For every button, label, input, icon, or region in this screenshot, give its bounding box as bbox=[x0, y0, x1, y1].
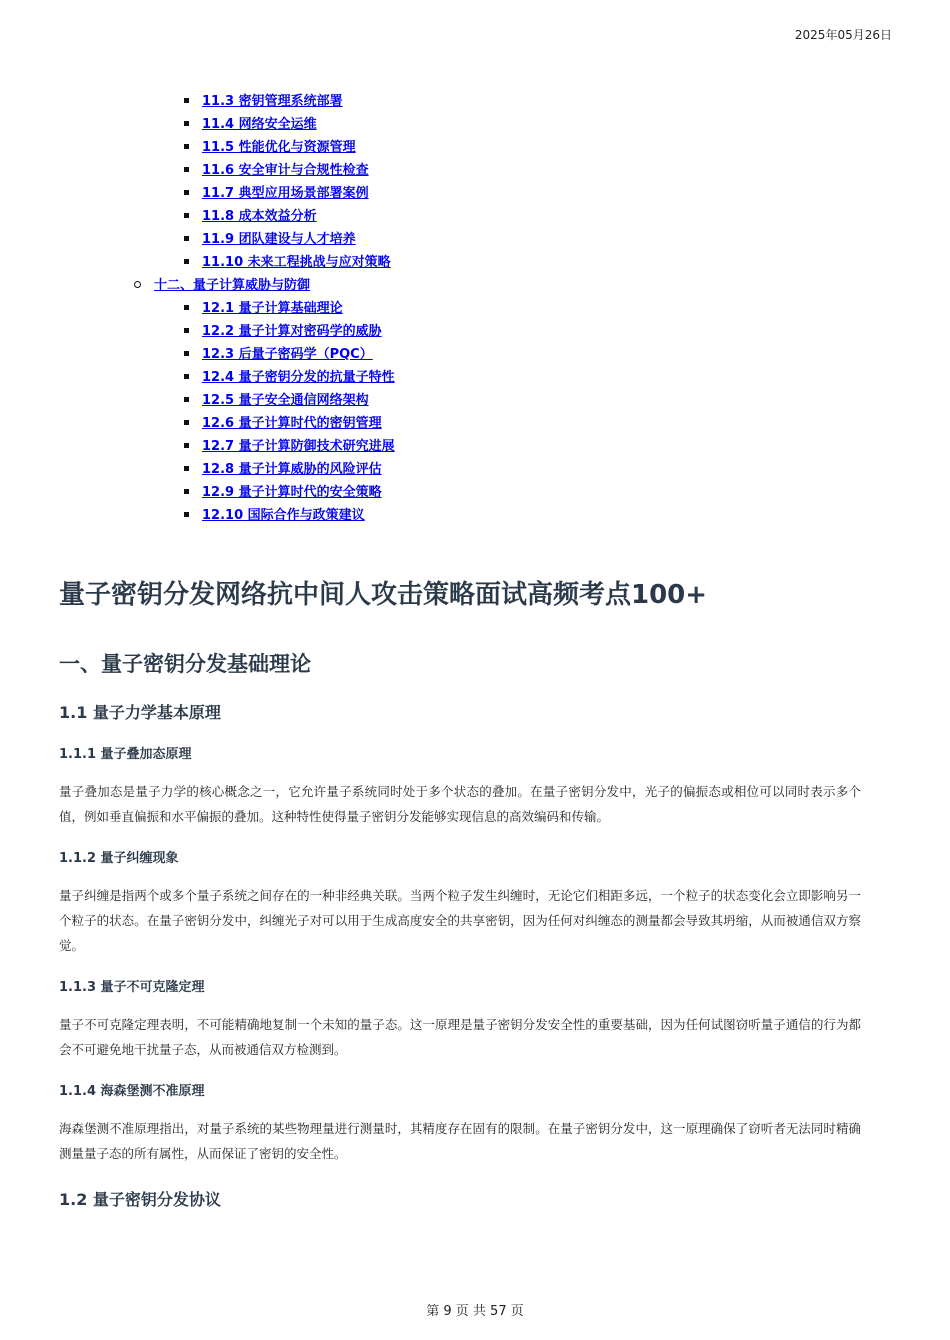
item-heading-1-1-2: 1.1.2 量子纠缠现象 bbox=[59, 851, 179, 866]
toc-item-12-10 bbox=[0, 504, 950, 527]
square-bullet-icon bbox=[184, 121, 189, 126]
toc-list bbox=[0, 90, 950, 527]
toc-item-11-5 bbox=[0, 136, 950, 159]
section-heading-1: 一、量子密钥分发基础理论 bbox=[59, 652, 311, 676]
toc-item-11-6 bbox=[0, 159, 950, 182]
toc-link-12-7[interactable]: 12.7 量子计算防御技术研究进展 bbox=[202, 439, 395, 454]
toc-item-11-3 bbox=[0, 90, 950, 113]
toc-item-12-8 bbox=[0, 458, 950, 481]
toc-item-chapter-12 bbox=[0, 274, 950, 297]
square-bullet-icon bbox=[184, 259, 189, 264]
square-bullet-icon bbox=[184, 443, 189, 448]
toc-item-11-9 bbox=[0, 228, 950, 251]
square-bullet-icon bbox=[184, 144, 189, 149]
circle-bullet-icon bbox=[134, 281, 141, 288]
item-heading-1-1-4: 1.1.4 海森堡测不准原理 bbox=[59, 1084, 205, 1099]
toc-link-chapter-12[interactable]: 十二、量子计算威胁与防御 bbox=[154, 278, 311, 293]
square-bullet-icon bbox=[184, 236, 189, 241]
toc-link-12-5[interactable]: 12.5 量子安全通信网络架构 bbox=[202, 393, 369, 408]
toc-link-12-10[interactable]: 12.10 国际合作与政策建议 bbox=[202, 508, 365, 523]
toc-item-12-1 bbox=[0, 297, 950, 320]
toc-link-11-9[interactable]: 11.9 团队建设与人才培养 bbox=[202, 232, 356, 247]
square-bullet-icon bbox=[184, 167, 189, 172]
square-bullet-icon bbox=[184, 466, 189, 471]
toc-link-12-1[interactable]: 12.1 量子计算基础理论 bbox=[202, 301, 343, 316]
square-bullet-icon bbox=[184, 420, 189, 425]
square-bullet-icon bbox=[184, 305, 189, 310]
toc-item-11-8 bbox=[0, 205, 950, 228]
document-title: 量子密钥分发网络抗中间人攻击策略面试高频考点100+ bbox=[59, 580, 708, 610]
table-of-contents bbox=[0, 90, 950, 527]
toc-link-11-5[interactable]: 11.5 性能优化与资源管理 bbox=[202, 140, 356, 155]
paragraph-1-1-1: 量子叠加态是量子力学的核心概念之一，它允许量子系统同时处于多个状态的叠加。在量子密钥分发中，光子的偏振态或相位可以同时表示多个值，例如垂直偏振和水平偏振的叠加。这种特性使得量子密钥分发能够实现信息的高效编码和传输。 bbox=[59, 784, 861, 824]
toc-link-12-4[interactable]: 12.4 量子密钥分发的抗量子特性 bbox=[202, 370, 395, 385]
toc-item-11-7 bbox=[0, 182, 950, 205]
header-date: 2025年05月26日 bbox=[794, 28, 892, 42]
toc-link-11-10[interactable]: 11.10 未来工程挑战与应对策略 bbox=[202, 255, 391, 270]
square-bullet-icon bbox=[184, 213, 189, 218]
item-heading-1-1-1: 1.1.1 量子叠加态原理 bbox=[59, 747, 192, 762]
toc-link-11-8[interactable]: 11.8 成本效益分析 bbox=[202, 209, 317, 224]
toc-link-12-6[interactable]: 12.6 量子计算时代的密钥管理 bbox=[202, 416, 382, 431]
square-bullet-icon bbox=[184, 512, 189, 517]
toc-item-12-9 bbox=[0, 481, 950, 504]
square-bullet-icon bbox=[184, 351, 189, 356]
subsection-heading-1-1: 1.1 量子力学基本原理 bbox=[59, 703, 221, 722]
toc-link-11-3[interactable]: 11.3 密钥管理系统部署 bbox=[202, 94, 343, 109]
paragraph-1-1-2: 量子纠缠是指两个或多个量子系统之间存在的一种非经典关联。当两个粒子发生纠缠时，无论它们相距多远，一个粒子的状态变化会立即影响另一个粒子的状态。在量子密钥分发中，纠缠光子对可以用于生成高度安全的共享密钥，因为任何对纠缠态的测量都会导致其坍缩，从而被通信双方察觉。 bbox=[59, 888, 861, 953]
toc-link-12-8[interactable]: 12.8 量子计算威胁的风险评估 bbox=[202, 462, 382, 477]
toc-item-12-5 bbox=[0, 389, 950, 412]
toc-link-12-3[interactable]: 12.3 后量子密码学（PQC） bbox=[202, 347, 373, 362]
square-bullet-icon bbox=[184, 98, 189, 103]
toc-link-12-2[interactable]: 12.2 量子计算对密码学的威胁 bbox=[202, 324, 382, 339]
toc-link-12-9[interactable]: 12.9 量子计算时代的安全策略 bbox=[202, 485, 382, 500]
item-heading-1-1-3: 1.1.3 量子不可克隆定理 bbox=[59, 980, 205, 995]
toc-item-12-7 bbox=[0, 435, 950, 458]
square-bullet-icon bbox=[184, 374, 189, 379]
subsection-heading-1-2: 1.2 量子密钥分发协议 bbox=[59, 1190, 221, 1209]
toc-link-11-4[interactable]: 11.4 网络安全运维 bbox=[202, 117, 317, 132]
square-bullet-icon bbox=[184, 489, 189, 494]
toc-item-12-4 bbox=[0, 366, 950, 389]
square-bullet-icon bbox=[184, 190, 189, 195]
toc-link-11-6[interactable]: 11.6 安全审计与合规性检查 bbox=[202, 163, 369, 178]
toc-item-12-2 bbox=[0, 320, 950, 343]
toc-item-12-3 bbox=[0, 343, 950, 366]
page-number: 第 9 页 共 57 页 bbox=[426, 1304, 524, 1319]
toc-item-11-4 bbox=[0, 113, 950, 136]
toc-link-11-7[interactable]: 11.7 典型应用场景部署案例 bbox=[202, 186, 369, 201]
square-bullet-icon bbox=[184, 397, 189, 402]
toc-item-11-10 bbox=[0, 251, 950, 274]
square-bullet-icon bbox=[184, 328, 189, 333]
toc-item-12-6 bbox=[0, 412, 950, 435]
paragraph-1-1-3: 量子不可克隆定理表明，不可能精确地复制一个未知的量子态。这一原理是量子密钥分发安全性的重要基础，因为任何试图窃听量子通信的行为都会不可避免地干扰量子态，从而被通信双方检测到。 bbox=[59, 1017, 861, 1057]
paragraph-1-1-4: 海森堡测不准原理指出，对量子系统的某些物理量进行测量时，其精度存在固有的限制。在量子密钥分发中，这一原理确保了窃听者无法同时精确测量量子态的所有属性，从而保证了密钥的安全性。 bbox=[59, 1121, 861, 1161]
document-content bbox=[59, 565, 861, 1212]
